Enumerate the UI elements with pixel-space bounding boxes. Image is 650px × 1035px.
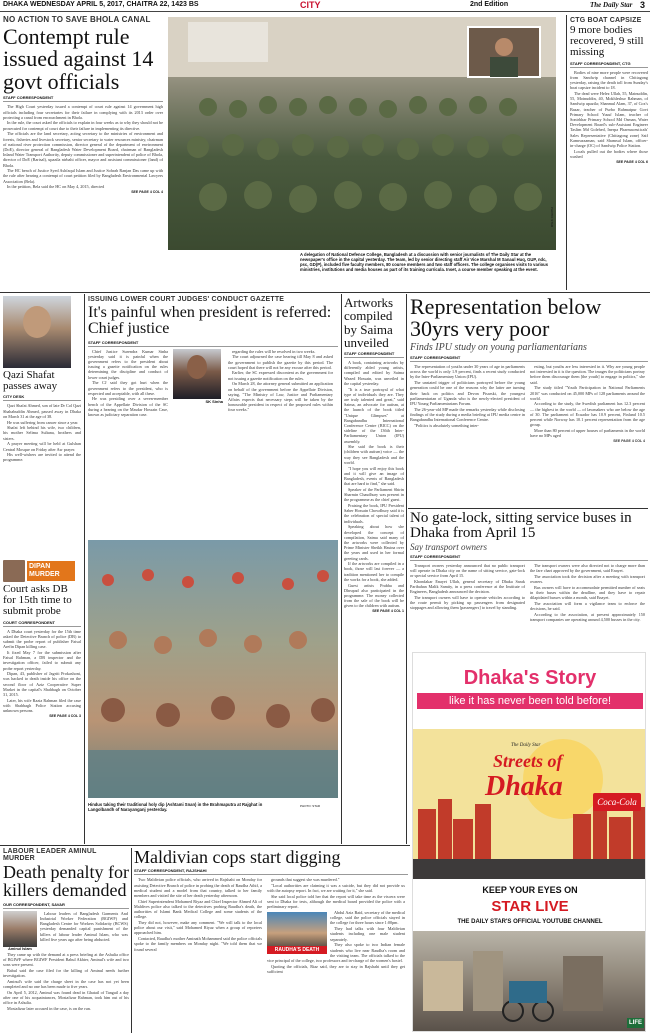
paragraph: Shafat left behind his wife, two children, his mother Selima Sultana, brothers and sisters. bbox=[3, 425, 81, 441]
story-headline: Contempt rule issued against 14 govt officials bbox=[3, 24, 154, 94]
main-photo-caption: A delegation of National Defence College, Bangladesh at a discussion with senior journalists of The Daily Star at the newspaper's office in the capital yesterday. The team, led by senior directing staff Air Vice Marshal M Sanaul Huq, GUP, ndc, psc, GD(P), included five faculty members, 80 course members and two staff officers. The college organises visits to various ministries, institutions and media houses as part of its training curricula. Inset, a course member speaking at the event. bbox=[300, 252, 549, 272]
paragraph: Babul said the case filed for the killing of Aminul needs further investigation. bbox=[3, 967, 129, 979]
ad-street-photo bbox=[413, 931, 646, 1031]
story-representation bbox=[410, 296, 648, 506]
paragraph: Aminul's wife said the charge sheet in the case has not yet been completed and no one has been made to five years. bbox=[3, 978, 129, 989]
paragraph: They did not, however, make any comment. "We will talk to the local police about our visit," said Mohamed Riyaz when a group of reporters approached him. bbox=[134, 919, 262, 936]
paragraph: The HC bench of Justice Syed Ashfaqul Islam and Justice Sohrab Ranjan Das came up with the rule after hearing a contempt of court petition filed by Bangladesh Environmental Lawyers Association (Bela). bbox=[3, 168, 163, 184]
story-column-2 bbox=[267, 877, 405, 909]
paragraph: In the petition, Bela said the HC on May 4, 2015, directed bbox=[7, 184, 105, 190]
holy-dip-caption: Hindus taking their traditional holy dip (Ashtami Snan) in the Brahmaputra at Rajghat in Langolbandh of Narayanganj yesterday. bbox=[88, 802, 263, 812]
story-column-1 bbox=[134, 877, 262, 974]
story-headline: 9 more bodies recovered, 9 still missing bbox=[570, 24, 644, 59]
ad-footer-logo: LIFE bbox=[629, 1020, 642, 1026]
paragraph: Bodies of nine more people were recovered from Sandwip channel in Chittagong yesterday, raising the death toll from Sunday's boat capsize incident to 18. bbox=[570, 69, 648, 91]
paragraph: She said local police told her that the report will take time as the viscera were sent to Dhaka for tests, although the medical board provided the police with a preliminary report. bbox=[267, 893, 405, 910]
paragraph: The representation of youths under 30 years of age in parliaments across the world is only 1.9 percent, finds a recent study conducted by the Inter-Parliamentary Union (IPU). bbox=[410, 364, 525, 380]
paragraph: The High Court yesterday issued a contempt of court rule against 14 government high officials including four secretaries for their failure in complying with its 2013 order over protecting a canal from encroachment in Bhola. bbox=[3, 104, 163, 120]
rickshaw-illustration bbox=[413, 931, 646, 1031]
story-headline: Maldivian cops start digging bbox=[134, 848, 341, 867]
paragraph: The study titled "Youth Participation in National Parliaments 2016" was conducted on 45,000 MPs of 128 parliaments around the world. bbox=[530, 385, 645, 401]
paragraph: A Dhaka court yesterday for the 15th time asked the Detective Branch of police (DB) to submit the probe report of publisher Faisal Arefin Dipan killing case. bbox=[3, 628, 81, 650]
paragraph: She said the book is their (children with autism) voice — the way they see Bangladesh and the world. bbox=[344, 444, 404, 465]
story-column-1 bbox=[88, 349, 168, 418]
dateline: DHAKA WEDNESDAY APRIL 5, 2017, CHAITRA 22, 1423 BS bbox=[3, 1, 199, 8]
continued-link[interactable]: SEE PAGE 4 COL 1 bbox=[372, 609, 404, 614]
paragraph: Bus owners will have to accommodate permitted number of seats in their buses within the deadline, and they have to repair dilapidated busses within a month, said Enayet. bbox=[530, 584, 645, 600]
paragraph: Khondakar Enayet Ullah, general secretary of Dhaka Sarak Paribahan Malik Samity, in a press conference at the Institute of Engineers, Bangladesh announced the decision. bbox=[410, 578, 525, 595]
paragraph: "I hope you will enjoy this book and it will give an image of Bangladesh, events of Bangladesh that are hard to find," she said. bbox=[344, 465, 404, 487]
paragraph: They also spoke to two Indian female students who live near Raudha's room and the visiting team. The officials talked to the vice principal of the college, two professors and in-charge of the women's hostel. bbox=[267, 942, 405, 963]
story-headline: Court asks DB for 15th time to submit probe bbox=[3, 583, 72, 618]
story-headline: It's painful when president is referred: Chief justice bbox=[88, 304, 332, 338]
paragraph: Dipan, 43, publisher of Jagriti Prokashoni, was hacked to death inside his office on the second floor of Aziz Cooperative Super Market in the capital's Shahbagh on October 31, 2015. bbox=[3, 671, 81, 698]
paragraph: "It is a true portrayal of what type of individuals they are. They are truly talented and great," said Saima, an advocate for autism, at the launch of the book titled "Unique Glimpses" at Bangabandhu International Conference Centre (BICC) on the sideline of the 136th Inter-Parliamentary Union (IPU) assembly. bbox=[344, 386, 404, 444]
horizontal-rule bbox=[0, 845, 410, 846]
story-court-asks bbox=[3, 560, 81, 840]
paragraph: Speaking about how she developed the concept of compilation, Saima said many of the artworks were collected by Prime Minister Sheikh Hasina over the years and used in her formal greeting cards. bbox=[344, 524, 404, 561]
paragraph: "Politics is absolutely something inter- bbox=[414, 422, 479, 428]
paragraph: Two Maldivian police officials, who arrived in Rajshahi on Monday for assisting Detective Branch of police in probing the death of Raudha Athif, a medical student and a model from that country, talked to her family members and visited the site of her death yesterday afternoon. bbox=[134, 877, 262, 898]
paragraph: Earlier, the SC expressed discontent as the government for not issuing a gazette notification on the rules. bbox=[228, 370, 333, 381]
paragraph: Qazi Shafat Ahmed, son of late Dr Col Qazi Shahabuddin Ahmed, passed away in Dhaka on March 31 at the age of 38. bbox=[3, 403, 81, 419]
continued-link[interactable]: SEE PAGE 4 COL 4 bbox=[613, 438, 645, 443]
story-body bbox=[3, 403, 81, 462]
ad-title: Dhaka's Story bbox=[463, 667, 597, 689]
story-byline: STAFF CORRESPONDENT, CTG bbox=[570, 61, 648, 68]
ad-keep-eyes: KEEP YOUR EYES ON bbox=[482, 885, 578, 895]
column-rule bbox=[566, 15, 567, 290]
story-kicker: LABOUR LEADER AMINUL MURDER bbox=[3, 848, 97, 862]
story-headline: Artworks compiled by Saima unveiled bbox=[344, 296, 394, 350]
paragraph: The officials are the land secretary, acting secretary to the ministries of environment and forests, fisheries and livestock secretary, senior secretary to water resources ministry, chairman of national river protection commission, director general of the department of environment (DoE), director general of Bangladesh Water Development Board, chairman of Bangladesh Inland Water Transport Authority, deputy commissioner and superintendent of police of Bhola, director of DoE (Barisal), upazila nirbahi officer, mayor and assistant commissioner (land) of Bhola. bbox=[3, 131, 163, 168]
story-kicker: NO ACTION TO SAVE BHOLA CANAL bbox=[3, 15, 151, 24]
story-canal bbox=[3, 15, 163, 285]
story-body bbox=[3, 104, 163, 189]
paragraph: If the artworks are compiled in a book, those will last forever — a tradition mentioned her to compile the works for a book, she added. bbox=[344, 561, 404, 582]
paragraph: Chief Justice Surendra Kumar Sinha yesterday said it is painful when the government refers to the president about issuing a gazette notification on the rules determining the discipline and conduct of lower court judges. bbox=[88, 348, 168, 380]
story-headline: No gate-lock, sitting service buses in Dhaka from April 15 bbox=[410, 511, 632, 542]
status-badge: DIPAN MURDER bbox=[27, 561, 75, 581]
paragraph: The transport owners will have to operate vehicles according to the route permit by picking up passengers from designated stoppages and allowing them [passengers] to travel by standing. bbox=[410, 594, 525, 611]
paragraph: On March 28, the attorney general submitted an application on behalf of the government before the Appellate Division, saying, "The Ministry of Law, Justice and Parliamentary Affairs expects that necessary steps will be taken by the honourable president in respect of the proposed rules within four weeks." bbox=[228, 381, 333, 413]
paragraph: Transport owners yesterday announced that no public transport will operate in Dhaka city on the name of sitting service, gate-lock or special service from April 15. bbox=[410, 562, 525, 579]
continued-link[interactable]: SEE PAGE 4 COL 6 bbox=[616, 159, 648, 164]
paragraph: Chief Superintendent Mohamed Riyaz and Chief Inspector Ahmed Ali of Maldives police also talked to the detectives probing Raudha's death, the authorities of Islami Bank Medical College and some students of the college. bbox=[134, 898, 262, 920]
ad-tagline: like it has never been told before! bbox=[417, 693, 643, 709]
paragraph: regarding the rules will be resolved in two weeks. bbox=[232, 348, 316, 354]
main-photo bbox=[168, 17, 556, 250]
story-headline: Qazi Shafat passes away bbox=[3, 369, 58, 393]
paragraph: Quoting the officials, Riaz said, they are to stay in Rajshahi until they get sufficient bbox=[267, 963, 405, 974]
column-rule bbox=[131, 848, 132, 1033]
paragraph: A book, containing artworks by differently abled young artists, compiled and edited by Saima Wazed Hossain, was unveiled in the capital yesterday. bbox=[344, 360, 404, 386]
aminul-photo-block bbox=[3, 911, 37, 952]
story-aminul bbox=[3, 848, 129, 1033]
continued-link[interactable]: SEE PAGE 4 COL 3 bbox=[49, 713, 81, 718]
story-byline: STAFF CORRESPONDENT bbox=[344, 351, 404, 358]
story-artworks bbox=[344, 296, 404, 841]
paragraph: The association took the decision after a meeting with transport owners. bbox=[530, 573, 645, 584]
story-body bbox=[570, 70, 648, 159]
paragraph: The association will form a vigilance team to enforce the decisions, he said. bbox=[530, 600, 645, 611]
audience-illustration bbox=[168, 17, 556, 250]
story-kicker: ISSUING LOWER COURT JUDGES' CONDUCT GAZETTE bbox=[88, 296, 285, 303]
crowd-illustration bbox=[88, 540, 338, 798]
story-maldivian bbox=[134, 848, 408, 1033]
holy-dip-photo bbox=[88, 540, 338, 798]
story-kicker: CTG BOAT CAPSIZE bbox=[570, 17, 642, 24]
paragraph: He was presiding over a seven-member bench of the Appellate Division of the SC during a hearing on the Masdar Hossain Case, known as judiciary separation case. bbox=[88, 396, 168, 418]
section-name: CITY bbox=[300, 0, 321, 10]
horizontal-rule bbox=[408, 508, 648, 509]
paragraph: On April 5, 2012, Aminul was found dead in Ghatail of Tangail a day after one of his acquaintances, Mostafizur Rahman, took him out of his office in Ashulia. bbox=[3, 989, 129, 1006]
page-number: 3 bbox=[640, 0, 646, 10]
ad-streets-of: Streets of bbox=[493, 751, 563, 771]
paragraph: Locals pulled out the bodies where those washed bbox=[570, 148, 648, 159]
paragraph: In the rule, the court asked the officials to explain in four weeks as to why they should not be prosecuted for contempt of court due to their failure in implementing its directive. bbox=[3, 120, 163, 131]
story-byline: CITY DESK bbox=[3, 394, 81, 401]
paragraph: Abdul Aziz Baid, secretary of the medical college, said the police officials stayed in the college for three hours since 1:00pm. bbox=[330, 910, 405, 926]
story-subhead: Say transport owners bbox=[410, 541, 488, 552]
paragraph: According to the study, the Swedish parliament has 12.3 percent — the highest in the world — of lawmakers who are below the age of 30. The parliament of Ecuador has 10.9 percent, Finland 10.5 percent while Norway has 10.1 percent representation from the age group. bbox=[530, 401, 645, 428]
story-boat bbox=[570, 17, 648, 292]
ad-logo-small: The Daily Star bbox=[511, 743, 541, 748]
chief-justice-photo-block bbox=[173, 349, 223, 418]
paragraph: Guest artists Prabha and Dhrupad also participated in the programme. The money collected from the sale of the book will be given to the children with autism. bbox=[344, 582, 404, 609]
coca-cola-logo: Coca-Cola bbox=[593, 793, 641, 811]
story-column-2 bbox=[530, 563, 645, 623]
paragraph: The dead were Helez Ullah, 55, Mainuddin, 55, Moinuddin, 40, Mokhleshur Rahman, of Sandwip upazila; Shanmul Alam, 37, of Cox's Bazar, teacher of Purbo Rahmatpur Govt Primary School Yusuf Islam, teacher of Sonirbhar Primary School Md Osman, Water Development Board's sub-Assistant Engineer Taslim Md Golehed, Inerpa Pharmaceuticals' Sales Representative (Chittagong zone) Saif Kamruzzaman, said Shamsul Islam, officer-in-charge (OC) of Sandwip Police Station. bbox=[570, 90, 648, 148]
story-column-1 bbox=[410, 563, 525, 623]
story-headline: Representation below 30yrs very poor bbox=[410, 296, 602, 342]
photo-credit: PHOTO: STAR bbox=[300, 804, 321, 808]
masthead bbox=[0, 0, 650, 12]
story-byline: STAFF CORRESPONDENT, RAJSHAHI bbox=[134, 868, 408, 875]
story-column-1 bbox=[410, 364, 525, 444]
story-byline: STAFF CORRESPONDENT bbox=[410, 355, 648, 362]
story-chief-justice bbox=[88, 296, 338, 536]
story-headline: Death penalty for killers demanded bbox=[3, 862, 129, 901]
paragraph: They had talks with four Maldivian students including one male student separately. bbox=[330, 926, 405, 942]
continued-link[interactable]: SEE PAGE 4 COL 4 bbox=[131, 190, 163, 195]
column-rule bbox=[84, 294, 85, 844]
paragraph: He was suffering from cancer since a year. bbox=[7, 419, 79, 425]
story-gatelock bbox=[410, 511, 648, 643]
paragraph: Later, his wife Razia Rahman filed the case with Shahbagh Police Station accusing unknown persons. bbox=[3, 697, 81, 714]
paragraph: A prayer meeting will be held at Gulshan Central Mosque on Friday after Asr prayer. bbox=[3, 441, 81, 452]
story-byline: STAFF CORRESPONDENT bbox=[88, 340, 338, 347]
paragraph: The unstated trigger of politicians portrayed before the young generation could be one of the reasons why the latter are turning their back on politics and Devon Pisarski, the youngest parliamentarian of Uganda who is the newly-elected president of IPU Young Parliamentarians Forum. bbox=[410, 380, 525, 406]
dipan-photo bbox=[3, 560, 25, 582]
story-body bbox=[344, 360, 404, 609]
story-subhead: Finds IPU study on young parliamentarians bbox=[410, 341, 587, 353]
paragraph: Contacted, Raudha's mother Aminath Mohammed said the police officials spoke to the family members on Monday night. "We told them that we found several bbox=[134, 936, 262, 952]
paragraph: The court adjourned the case hearing till May 8 and asked the government to publish the gazette by this period. The court hoped that there will not be any excuse after this period. bbox=[228, 354, 333, 370]
column-rule bbox=[406, 294, 407, 844]
photo-credit: PHOTO: STAR bbox=[550, 207, 554, 228]
paragraph: Labour leaders of Bangladesh Garments And Industrial Worker Federation (BGIWF) and Bangladesh Centre for Workers Solidarity (BCWS) yesterday demanded capital punishment of the killers of labour leader Aminul Islam, who was killed five years ago after being abducted. bbox=[40, 910, 128, 942]
ad-star-live: STAR LIVE bbox=[491, 898, 569, 915]
story-column-2 bbox=[530, 364, 645, 444]
aminul-photo bbox=[3, 911, 37, 947]
paragraph: grounds that suggest she was murdered." bbox=[271, 877, 340, 883]
paragraph: Mostafizur later accused in the case, is on the run. bbox=[7, 1005, 91, 1011]
story-body bbox=[40, 911, 128, 952]
story-byline: OUR CORRESPONDENT, SAVAR bbox=[3, 902, 129, 909]
paragraph: More than 80 percent of upper houses of parliaments in the world have no MPs aged bbox=[530, 428, 645, 439]
story-byline: COURT CORRESPONDENT bbox=[3, 620, 81, 627]
photo-caption: SK Sinha bbox=[205, 398, 223, 404]
ad-dhaka: Dhaka bbox=[485, 771, 563, 802]
raudha-photo bbox=[267, 912, 327, 954]
story-byline: STAFF CORRESPONDENT bbox=[410, 554, 648, 561]
paragraph: According to the association, at present approximately 150 transport companies are operating around 4,500 busses in the city. bbox=[530, 611, 645, 622]
advertisement[interactable] bbox=[412, 652, 646, 1032]
ad-channel: THE DAILY STAR'S OFFICIAL YOUTUBE CHANNEL bbox=[457, 919, 603, 925]
story-body-continued bbox=[3, 952, 129, 1011]
paragraph: The CJ said they got hurt when the government refers to the president, who is respected and acceptable, with all these. bbox=[88, 380, 168, 396]
status-badge: RAUDHA'S DEATH bbox=[267, 946, 327, 954]
paragraph: The transport owners were also directed not to charge more than the fare chart approved by the government, said Enayet. bbox=[530, 562, 645, 573]
story-column-2-wrap bbox=[267, 877, 405, 974]
story-body bbox=[3, 629, 81, 714]
paragraph: The 26-year-old MP made the remarks yesterday while disclosing findings of the study during a media briefing at IPU media centre in Bangabandhu International Conference Centre. bbox=[410, 406, 525, 423]
paragraph: Praising the book, IPU President Saber Hossain Chowdhury said it is the celebration of special talent of individuals. bbox=[344, 502, 404, 524]
story-byline: STAFF CORRESPONDENT bbox=[3, 95, 163, 102]
chief-justice-photo bbox=[173, 349, 221, 399]
paragraph: They came up with the demand at a press briefing at the Ashulia office of BGIWF where BGIWF President Babul Akhter, Aminul's wife and two sons were present. bbox=[3, 951, 129, 968]
edition: 2nd Edition bbox=[470, 1, 509, 8]
paragraph: esting, but youths are less interested in it. Why are young people not interested in it is the question. The images the politicians portray before them discourage them [the youth] to engage in politics," she said. bbox=[530, 364, 645, 385]
paragraph: It fixed May 7 for the submission after Faisal Rahman, a DB inspector and the investigation officer, failed to submit any probe report yesterday. bbox=[3, 649, 81, 671]
paragraph: "Local authorities are claiming it was a suicide, but they did not provide us with the autopsy report. In fact, we are waiting for it," she said. bbox=[267, 883, 405, 894]
paragraph: Speaker of the Parliament Shirin Sharmin Chaudhury was present in the programme as the chief guest. bbox=[344, 486, 404, 503]
story-column-2 bbox=[228, 349, 333, 418]
story-qazi bbox=[3, 296, 81, 546]
photo-caption: Aminul Islam bbox=[8, 946, 32, 951]
column-rule bbox=[341, 294, 342, 844]
ad-illustration bbox=[413, 729, 646, 879]
newspaper-logo: The Daily Star bbox=[590, 1, 633, 9]
avatar bbox=[3, 296, 71, 368]
paragraph: His well-wishers are invited to attend the programme. bbox=[3, 452, 81, 463]
horizontal-rule bbox=[0, 292, 650, 293]
